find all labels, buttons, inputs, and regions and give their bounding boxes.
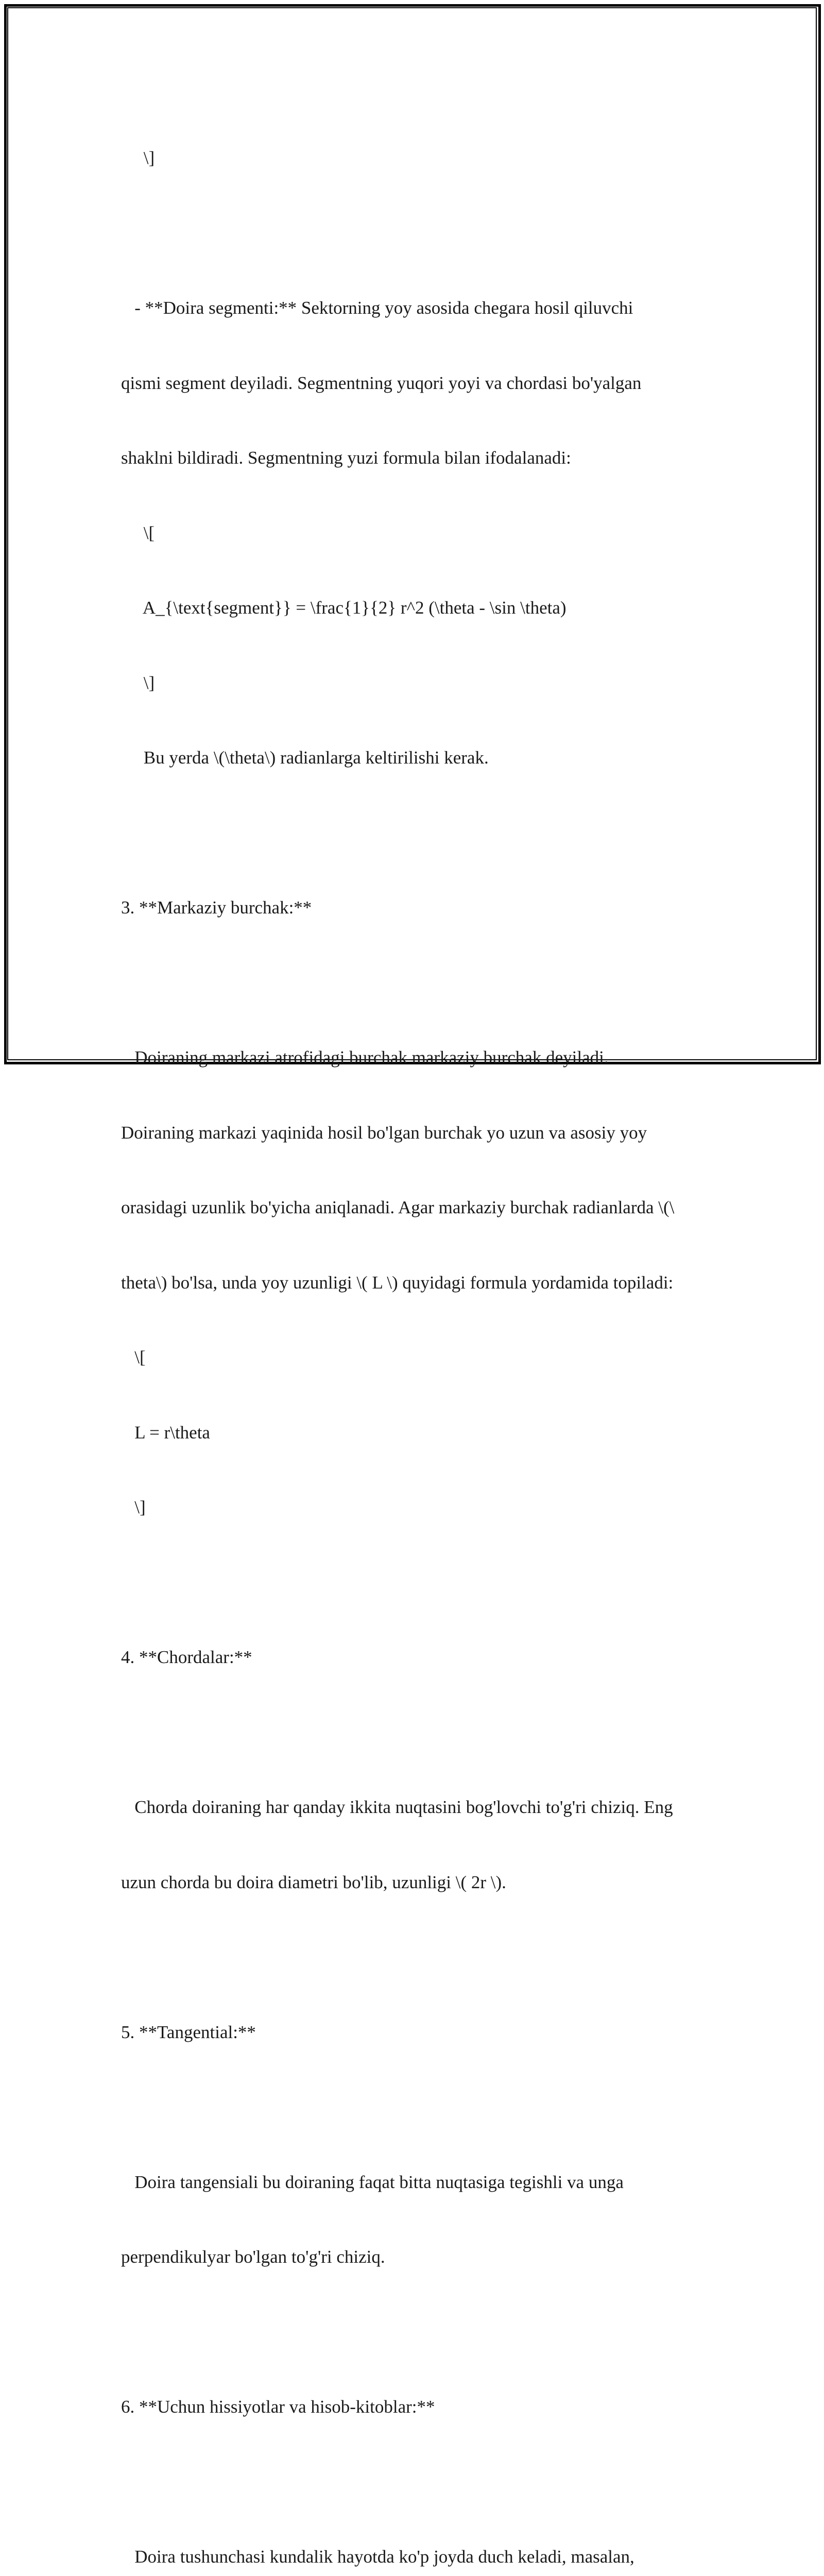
text-line xyxy=(121,2470,718,2495)
text-line: \] xyxy=(121,672,155,693)
text-line xyxy=(121,1570,718,1596)
text-line: \[ xyxy=(121,522,155,543)
text-line: qismi segment deyiladi. Segmentning yuqori yoyi va chordasi bo'yalgan xyxy=(121,372,642,393)
text-line: \] xyxy=(121,1497,146,1517)
text-line: Doiraning markazi atrofidagi burchak markaziy burchak deyiladi. xyxy=(121,1047,609,1067)
section-heading: 6. **Uchun hissiyotlar va hisob-kitoblar:** xyxy=(121,2397,435,2417)
text-line: theta\) bo'lsa, unda yoy uzunligi \( L \) quyidagi formula yordamida topiladi: xyxy=(121,1272,674,1293)
text-line: - **Doira segmenti:** Sektorning yoy asosida chegara hosil qiluvchi xyxy=(121,298,633,318)
text-line: \[ xyxy=(121,1347,146,1367)
text-line: \] xyxy=(121,148,155,168)
text-line: Doiraning markazi yaqinida hosil bo'lgan burchak yo uzun va asosiy yoy xyxy=(121,1122,647,1143)
section-heading: 4. **Chordalar:** xyxy=(121,1647,252,1667)
text-line: Chorda doiraning har qanday ikkita nuqtasini bog'lovchi to'g'ri chiziq. Eng xyxy=(121,1797,673,1817)
text-line: Doira tangensiali bu doiraning faqat bitta nuqtasiga tegishli va unga xyxy=(121,2172,624,2192)
text-line xyxy=(121,971,718,996)
document-body xyxy=(121,96,718,2576)
text-line: Doira tushunchasi kundalik hayotda ko'p joyda duch keladi, masalan, xyxy=(121,2547,634,2567)
text-line: uzun chorda bu doira diametri bo'lib, uzunligi \( 2r \). xyxy=(121,1872,506,1892)
text-line: L = r\theta xyxy=(121,1422,210,1443)
section-heading: 3. **Markaziy burchak:** xyxy=(121,897,312,918)
text-line: perpendikulyar bo'lgan to'g'ri chiziq. xyxy=(121,2247,385,2267)
text-line: shaklni bildiradi. Segmentning yuzi formula bilan ifodalanadi: xyxy=(121,448,571,468)
text-line: orasidagi uzunlik bo'yicha aniqlanadi. Agar markaziy burchak radianlarda \(\ xyxy=(121,1197,675,1217)
text-line xyxy=(121,2320,718,2345)
text-line xyxy=(121,2095,718,2120)
text-line xyxy=(121,221,718,246)
text-line xyxy=(121,821,718,846)
text-line xyxy=(121,1945,718,1970)
text-line xyxy=(121,1720,718,1745)
text-line: A_{\text{segment}} = \frac{1}{2} r^2 (\theta - \sin \theta) xyxy=(121,598,566,618)
section-heading: 5. **Tangential:** xyxy=(121,2022,256,2042)
text-line: Bu yerda \(\theta\) radianlarga keltirilishi kerak. xyxy=(121,748,489,768)
